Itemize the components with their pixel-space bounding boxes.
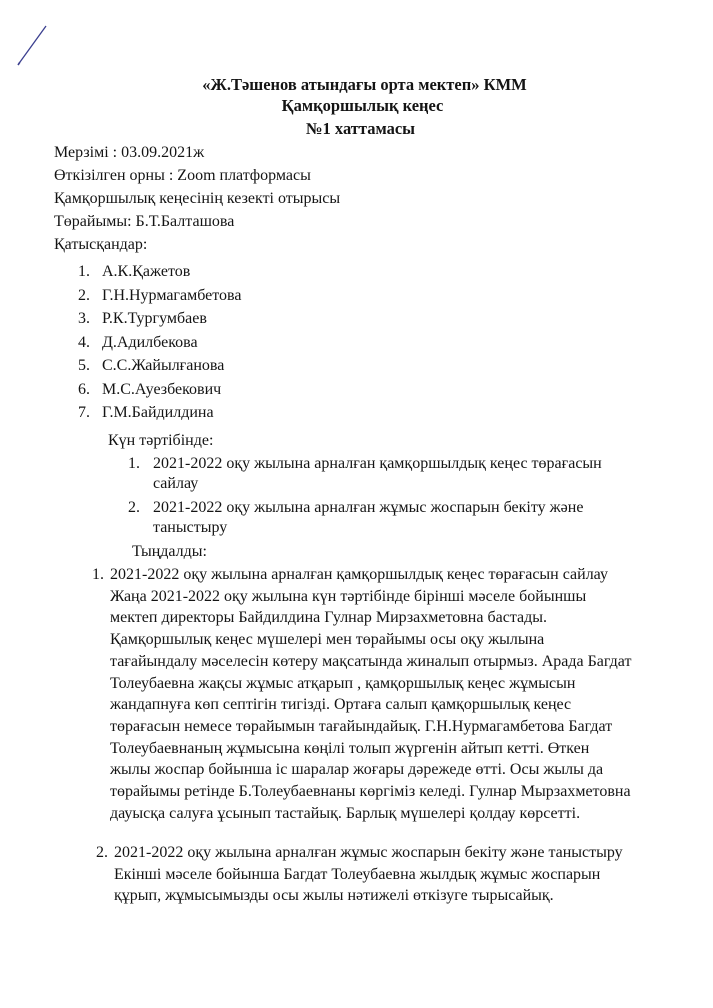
section-text: Жаңа 2021-2022 оқу жылына күн тәртібінде бірінші мәселе бойыншы мектеп директоры Байдилдина Гулнар Мирзахметовна бастады. Қамқоршылық кеңес мүшелері мен төрайымы осы оқу жылына тағайындалу мәселесін көтеру мақсатында жиналып отырмыз. Арада Багдат Толеубаевна жақсы жұмыс атқарып , қамқоршылық кеңес жұмысын жандапнуға көп септігін тигізді. Ортаға салып қамқоршылық кеңес төрағасын немесе төрайымын тағайындайық. Г.Н.Нурмагамбетова Багдат Толеубаевнаның жұмысына көңілі толып жүргенін айтып кетті. Өткен жылы жоспар бойынша іс шаралар жоғары дәрежеде өтті. Осы жылы да төрайымы ретінде Б.Толеубаевнаны көргіміз келеді. Гулнар Мырзахметовна дауысқа салуға ұсынып тастайық. Барлық мүшелері қолдау көрсетті. [110, 587, 632, 822]
participants-label: Қатысқандар: [54, 236, 148, 253]
meeting-venue: Өткізілген орны : Zoom платформасы [54, 167, 311, 184]
participant-item: 6. М.С.Ауезбекович [78, 380, 222, 398]
agenda-item: 1. 2021-2022 оқу жылына арналған қамқоршылдық кеңес төрағасын сайлау [128, 455, 602, 492]
participants-list [78, 260, 241, 425]
participant-item: 7. Г.М.Байдилдина [78, 404, 214, 421]
section-heading: 2. 2021-2022 оқу жылына арналған жұмыс жоспарын бекіту және таныстыру [96, 844, 623, 861]
heard-section-2 [96, 842, 676, 907]
section-text: Екінші мәселе бойынша Багдат Толеубаевна жылдық жұмыс жоспарын құрып, жұмысымызды осы жылы нәтижелі өткізуге тырысайық. [114, 865, 601, 905]
council-heading: Қамқоршылық кеңес [281, 96, 444, 115]
participant-item: 2. Г.Н.Нурмагамбетова [78, 286, 242, 304]
meeting-type: Қамқоршылық кеңесінің кезекті отырысы [54, 190, 341, 207]
protocol-heading: №1 хаттамасы [305, 119, 416, 138]
school-name-heading: «Ж.Тәшенов атындағы орта мектеп» КММ [202, 75, 527, 94]
agenda-title: Күн тәртібінде: [108, 432, 214, 449]
pen-stroke-mark [14, 24, 48, 72]
participant-item: 3. Р.К.Тургумбаев [78, 310, 207, 327]
participant-item: 4. Д.Адилбекова [78, 333, 198, 351]
participant-item: 1. А.К.Қажетов [78, 263, 191, 280]
section-heading: 1. 2021-2022 оқу жылына арналған қамқоршылдық кеңес төрағасын сайлау [92, 566, 608, 583]
meeting-chair: Төрайымы: Б.Т.Балташова [54, 213, 235, 230]
agenda-item: 2. 2021-2022 оқу жылына арналған жұмыс жоспарын бекіту және таныстыру [128, 499, 584, 536]
meeting-date: Мерзімі : 03.09.2021ж [54, 144, 205, 161]
heard-section-1 [92, 564, 672, 824]
heard-title: Тыңдалды: [132, 543, 207, 560]
participant-item: 5. С.С.Жайылғанова [78, 357, 225, 374]
agenda-list [128, 454, 658, 538]
